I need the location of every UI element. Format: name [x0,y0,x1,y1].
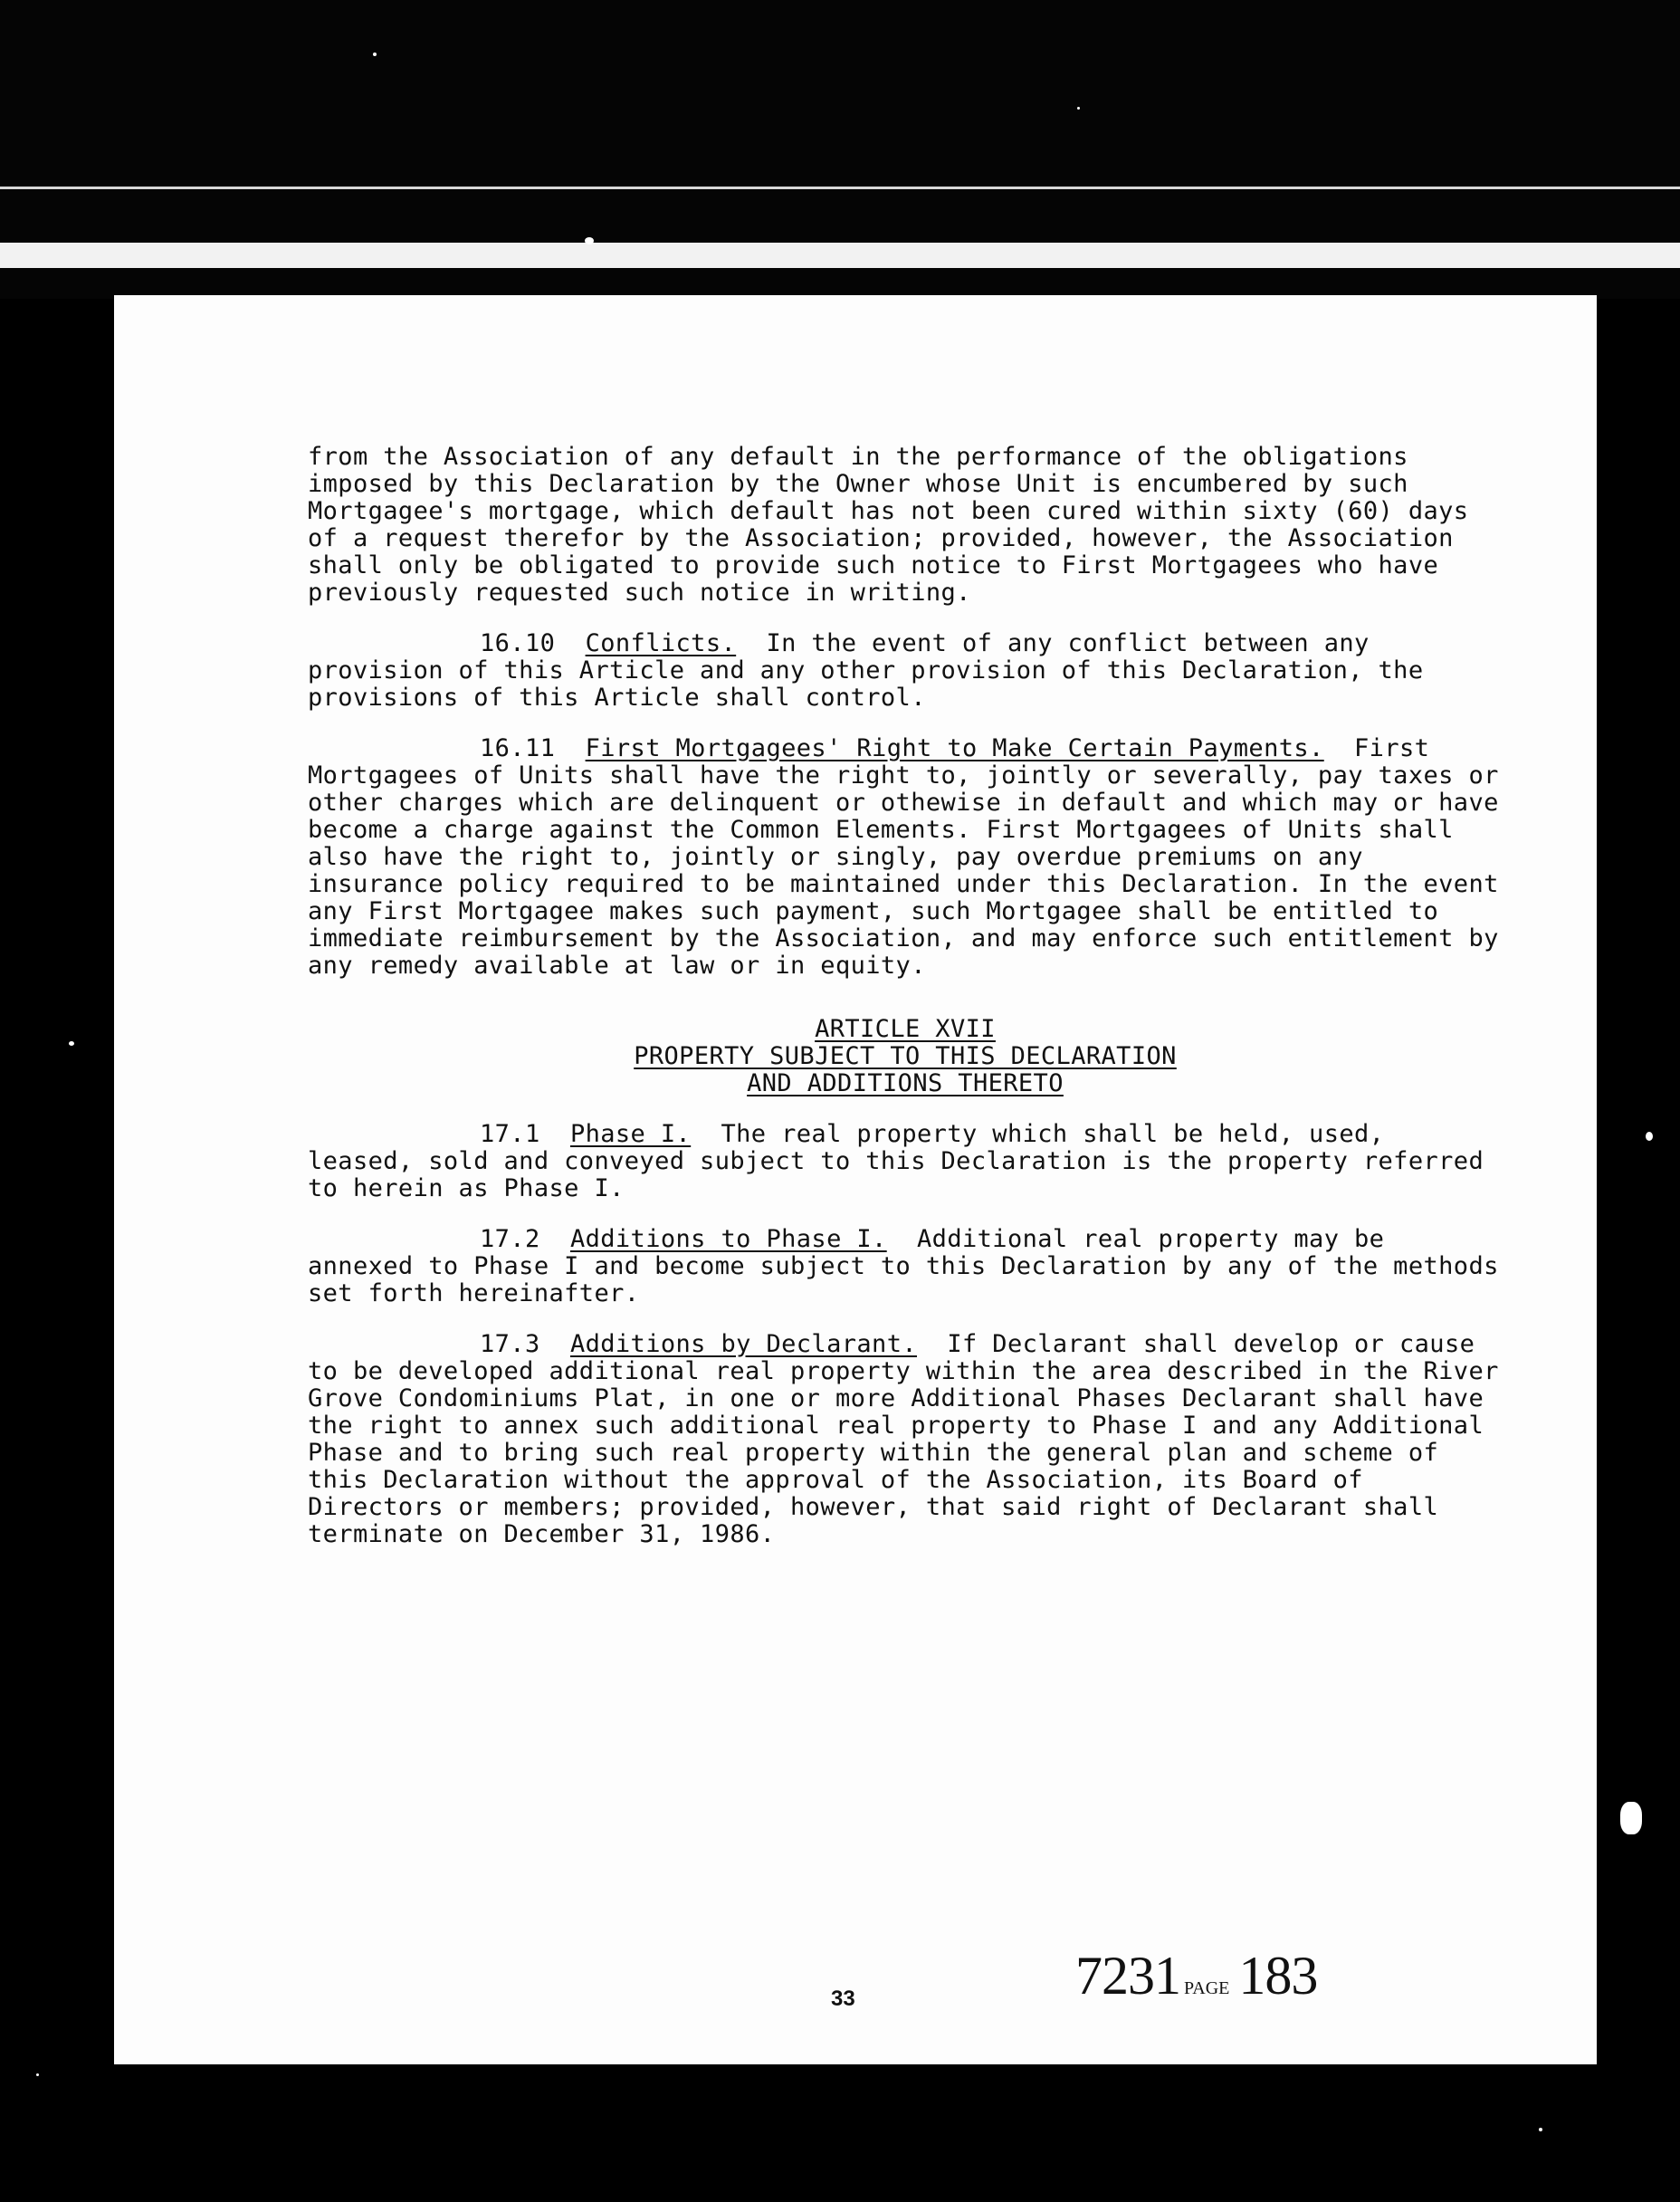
section-text: First Mortgagees of Units shall have the right to, jointly or severally, pay taxes or other charges which are delinquent or othewise in default and which may or have become a charge against the Common Elements. First Mortgagees of Units shall also have the right to, jointly or singly, pay overdue premiums on any insurance policy required to be maintained under this Declaration. In the event any First Mortgagee makes such payment, such Mortgagee shall be entitled to immediate reimbursement by the Association, and may enforce such entitlement by any remedy available at law or in equity. [308,734,1499,980]
section-title: Conflicts. [585,629,737,657]
document-body [308,444,1503,1572]
section-17-3 [308,1331,1503,1548]
section-16-10 [308,630,1503,712]
scan-speck [1077,107,1080,110]
paragraph-text: from the Association of any default in the performance of the obligations imposed by this Declaration by the Owner whose Unit is encumbered by such Mortgagee's mortgage, which default has not been cured within sixty (60) days of a request therefor by the Association; provided, however, the Association shall only be obligated to provide such notice to First Mortgagees who have previously requested such notice in writing. [308,443,1469,607]
section-title: Phase I. [569,1120,692,1148]
scan-speck [1539,2128,1542,2131]
recording-stamp [1075,1945,1317,2007]
section-title: Additions by Declarant. [569,1330,918,1358]
section-text: Additional real property may be annexed to Phase I and become subject to this Declaration by any of the methods set forth hereinafter. [308,1225,1499,1307]
article-heading [308,1016,1503,1097]
section-text: If Declarant shall develop or cause to be developed additional real property within the area described in the River Grove Condominiums Plat, in one or more Additional Phases Declarant shall have the right to annex such additional real property to Phase I and any Additional Phase and to bring such real property within the general plan and scheme of this Declaration without the approval of the Association, its Board of Directors or members; provided, however, that said right of Declarant shall terminate on December 31, 1986. [308,1330,1499,1548]
scan-bar [0,243,1680,268]
document-page [114,295,1597,2064]
stamp-page-label: PAGE [1184,1978,1230,1998]
section-16-11 [308,735,1503,980]
scan-speck [69,1041,74,1046]
section-text: The real property which shall be held, used, leased, sold and conveyed subject to this Declaration is the property referred to herein as Phase I. [308,1120,1484,1202]
section-number: 17.3 [480,1330,540,1358]
page-number: 33 [831,1987,855,2011]
stamp-page-number: 183 [1238,1946,1318,2006]
section-number: 16.11 [480,734,556,762]
scan-speck [585,237,594,244]
section-title: First Mortgagees' Right to Make Certain Payments. [585,734,1324,762]
article-title-line-2: AND ADDITIONS THERETO [747,1069,1064,1097]
section-17-1 [308,1121,1503,1202]
scan-speck [1620,1802,1642,1834]
scan-speck [373,53,377,56]
section-number: 16.10 [480,629,556,657]
section-17-2 [308,1226,1503,1307]
scan-speck [1646,1132,1653,1141]
article-number: ARTICLE XVII [815,1015,996,1043]
section-title: Additions to Phase I. [569,1225,887,1253]
article-title-line-1: PROPERTY SUBJECT TO THIS DECLARATION [634,1042,1177,1070]
section-number: 17.1 [480,1120,540,1148]
paragraph-continuation [308,444,1503,607]
scan-line [0,187,1680,189]
section-number: 17.2 [480,1225,540,1253]
stamp-book-number: 7231 [1075,1946,1180,2006]
section-text: In the event of any conflict between any provision of this Article and any other provision of this Declaration, the provisions of this Article shall control. [308,629,1424,712]
scan-speck [36,2073,39,2076]
